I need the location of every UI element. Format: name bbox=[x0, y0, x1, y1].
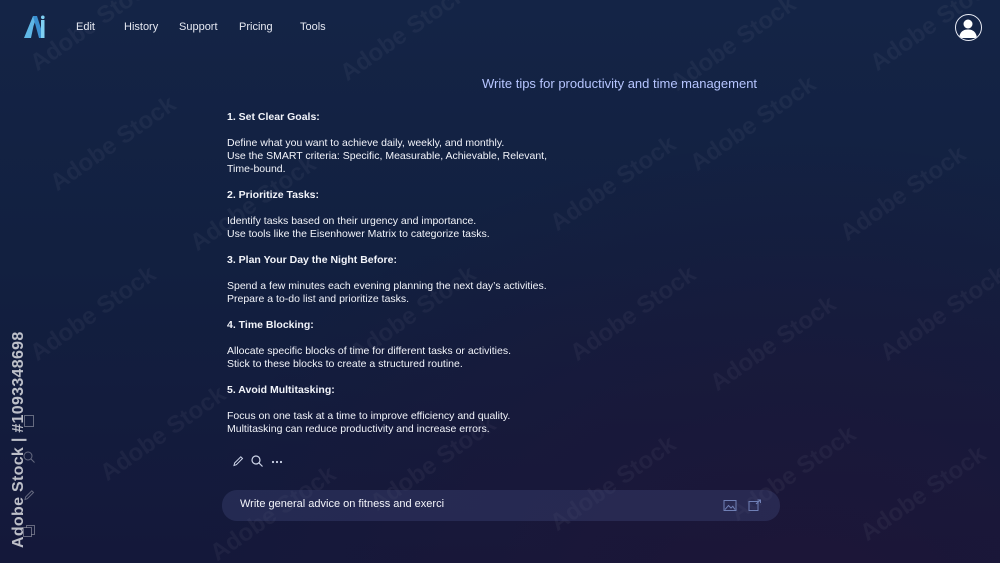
ai-logo-icon[interactable] bbox=[22, 14, 48, 40]
tip-line: Stick to these blocks to create a structured routine. bbox=[227, 358, 463, 370]
nav-history[interactable]: History bbox=[124, 21, 159, 33]
tip-line: Multitasking can reduce productivity and increase errors. bbox=[227, 423, 490, 435]
watermark-tile bbox=[45, 90, 181, 197]
tip-heading: 1. Set Clear Goals: bbox=[227, 111, 320, 123]
tip-line: Time-bound. bbox=[227, 163, 286, 175]
watermark-tile bbox=[875, 260, 1000, 367]
watermark-tile bbox=[855, 440, 991, 547]
prompt-input[interactable] bbox=[240, 498, 710, 510]
user-avatar-icon[interactable] bbox=[955, 14, 982, 41]
tip-section bbox=[227, 111, 587, 176]
tip-heading: 4. Time Blocking: bbox=[227, 319, 314, 331]
tip-line: Prepare a to-do list and prioritize tasks. bbox=[227, 293, 410, 305]
watermark-tile bbox=[25, 260, 161, 367]
search-icon[interactable] bbox=[250, 454, 264, 468]
tip-heading: 5. Avoid Multitasking: bbox=[227, 384, 335, 396]
tip-line: Define what you want to achieve daily, weekly, and monthly. bbox=[227, 137, 505, 149]
watermark-tile bbox=[95, 380, 231, 487]
assistant-response bbox=[227, 111, 587, 449]
image-icon[interactable] bbox=[723, 499, 737, 512]
tip-line: Focus on one task at a time to improve efficiency and quality. bbox=[227, 410, 511, 422]
nav-support[interactable]: Support bbox=[179, 21, 218, 33]
tip-heading: 2. Prioritize Tasks: bbox=[227, 189, 320, 201]
tip-section bbox=[227, 384, 587, 436]
top-bar bbox=[0, 0, 1000, 56]
message-composer bbox=[222, 490, 780, 521]
tip-line: Use the SMART criteria: Specific, Measurable, Achievable, Relevant, bbox=[227, 150, 548, 162]
nav-edit[interactable]: Edit bbox=[76, 21, 95, 33]
tip-line: Use tools like the Eisenhower Matrix to categorize tasks. bbox=[227, 228, 490, 240]
tip-line: Spend a few minutes each evening planning the next day’s activities. bbox=[227, 280, 547, 292]
tip-section bbox=[227, 254, 587, 306]
watermark-tile bbox=[705, 290, 841, 397]
tip-section bbox=[227, 189, 587, 241]
nav-pricing[interactable]: Pricing bbox=[239, 21, 273, 33]
nav-tools[interactable]: Tools bbox=[300, 21, 326, 33]
tip-line: Identify tasks based on their urgency and importance. bbox=[227, 215, 477, 227]
user-prompt-message: Write tips for productivity and time management bbox=[482, 76, 758, 91]
tip-section bbox=[227, 319, 587, 371]
upload-icon[interactable] bbox=[748, 499, 762, 512]
more-icon[interactable] bbox=[270, 454, 284, 468]
tip-heading: 3. Plan Your Day the Night Before: bbox=[227, 254, 397, 266]
pencil-icon[interactable] bbox=[231, 454, 245, 468]
tip-line: Allocate specific blocks of time for different tasks or activities. bbox=[227, 345, 512, 357]
stock-id-watermark: Adobe Stock | #1093348698 bbox=[10, 331, 27, 548]
watermark-tile bbox=[835, 140, 971, 247]
